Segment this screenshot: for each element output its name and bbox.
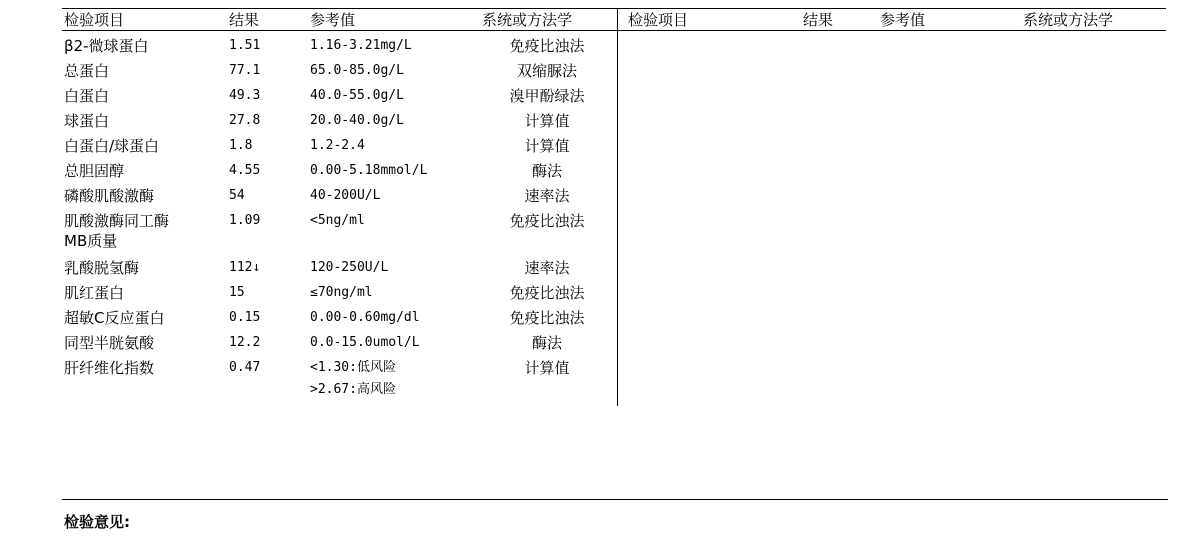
reference-range: 20.0-40.0g/L: [310, 113, 404, 128]
header-item: 检验项目: [64, 11, 125, 29]
column-divider: [617, 8, 618, 406]
result-value: 77.1: [229, 63, 261, 78]
footer-rule: [62, 499, 1168, 500]
item-name: 肝纤维化指数: [64, 359, 155, 377]
reference-range: 120-250U/L: [310, 260, 389, 275]
item-name: β2-微球蛋白: [64, 37, 149, 55]
item-name-line2: MB质量: [64, 232, 118, 250]
item-name: 白蛋白/球蛋白: [64, 137, 160, 155]
method: 免疫比浊法: [509, 309, 585, 327]
result-value: 49.3: [229, 88, 261, 103]
header-result: 结果: [229, 11, 260, 29]
reference-range: 1.16-3.21mg/L: [310, 38, 412, 53]
header-reference: 参考值: [310, 11, 356, 29]
reference-range: 0.0-15.0umol/L: [310, 335, 420, 350]
table-top-rule: [62, 8, 1166, 9]
reference-range: <5ng/ml: [310, 213, 365, 228]
result-value: 27.8: [229, 113, 261, 128]
method: 双缩脲法: [516, 62, 577, 80]
result-value: 0.47: [229, 360, 261, 375]
opinion-label: 检验意见:: [64, 513, 130, 531]
item-name: 乳酸脱氢酶: [64, 259, 140, 277]
reference-range: 40-200U/L: [310, 188, 381, 203]
reference-range: 65.0-85.0g/L: [310, 63, 404, 78]
method: 免疫比浊法: [509, 284, 585, 302]
method: 免疫比浊法: [509, 37, 585, 55]
reference-range: 40.0-55.0g/L: [310, 88, 404, 103]
item-name: 总胆固醇: [64, 162, 125, 180]
reference-range: 0.00-5.18mmol/L: [310, 163, 428, 178]
method: 计算值: [524, 359, 570, 377]
result-value: 112↓: [229, 260, 261, 275]
method: 计算值: [524, 137, 570, 155]
reference-range: 1.2-2.4: [310, 138, 365, 153]
item-name: 超敏C反应蛋白: [64, 309, 165, 327]
header-method: 系统或方法学: [482, 11, 573, 29]
item-name: 球蛋白: [64, 112, 110, 130]
header-reference: 参考值: [880, 11, 926, 29]
method: 溴甲酚绿法: [509, 87, 585, 105]
header-result: 结果: [803, 11, 834, 29]
item-name: 同型半胱氨酸: [64, 334, 155, 352]
reference-range: 0.00-0.60mg/dl: [310, 310, 420, 325]
method: 计算值: [524, 112, 570, 130]
result-value: 1.8: [229, 138, 253, 153]
result-value: 54: [229, 188, 245, 203]
method: 速率法: [524, 187, 570, 205]
result-value: 4.55: [229, 163, 261, 178]
item-name: 肌红蛋白: [64, 284, 125, 302]
result-value: 15: [229, 285, 245, 300]
result-value: 1.09: [229, 213, 261, 228]
header-bottom-rule: [62, 30, 1166, 31]
method: 酶法: [531, 334, 562, 352]
result-value: 12.2: [229, 335, 261, 350]
reference-range: <1.30:低风险: [310, 360, 396, 375]
header-item: 检验项目: [628, 11, 689, 29]
header-method: 系统或方法学: [1023, 11, 1114, 29]
method: 酶法: [531, 162, 562, 180]
item-name: 磷酸肌酸激酶: [64, 187, 155, 205]
item-name: 肌酸激酶同工酶: [64, 212, 170, 230]
method: 免疫比浊法: [509, 212, 585, 230]
item-name: 总蛋白: [64, 62, 110, 80]
result-value: 1.51: [229, 38, 261, 53]
reference-range: ≤70ng/ml: [310, 285, 373, 300]
item-name: 白蛋白: [64, 87, 110, 105]
result-value: 0.15: [229, 310, 261, 325]
reference-range-line2: >2.67:高风险: [310, 382, 396, 397]
method: 速率法: [524, 259, 570, 277]
